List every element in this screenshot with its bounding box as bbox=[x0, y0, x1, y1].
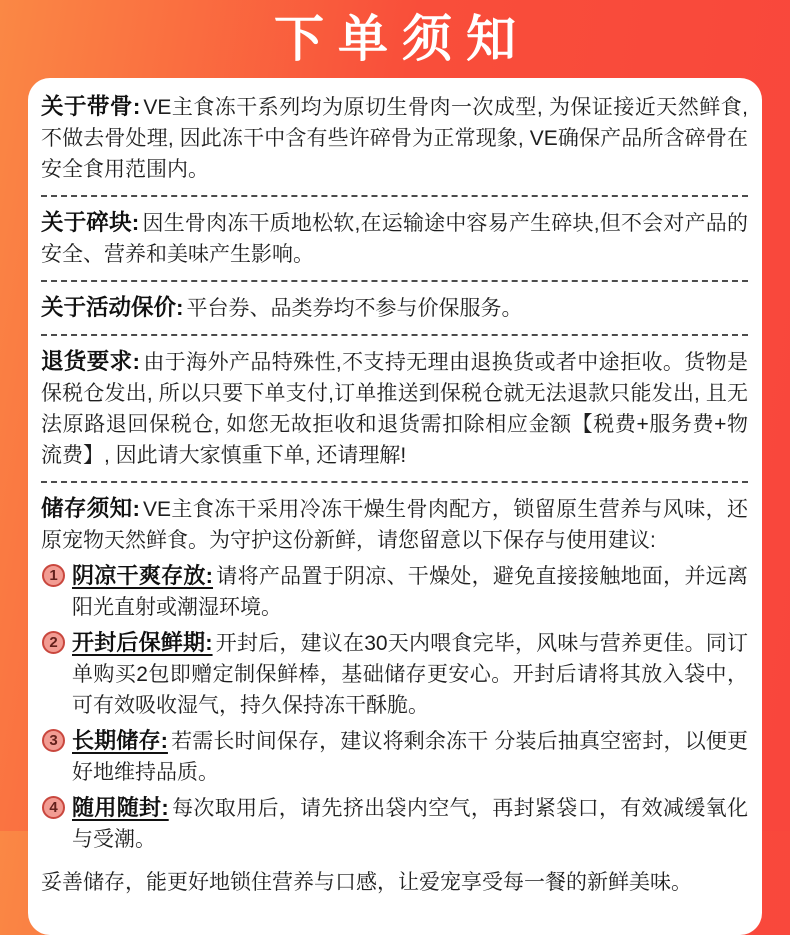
page-title: 下单须知 bbox=[274, 11, 530, 67]
storage-tip-after-opening bbox=[41, 627, 748, 721]
storage-tip-label: 阴凉干爽存放: bbox=[72, 563, 214, 588]
circle-number-1-icon: 1 bbox=[42, 564, 65, 587]
section-bone-notice bbox=[41, 91, 748, 185]
section-text: VE主食冻干系列均为原切生骨肉一次成型, 为保证接近天然鲜食,不做去骨处理, 因此冻干中含有些许碎骨为正常现象, VE确保产品所含碎骨在安全食用范围内。 bbox=[41, 96, 749, 181]
section-label: 关于带骨: bbox=[41, 94, 141, 119]
storage-tip-text: 每次取用后，请先挤出袋内空气，再封紧袋口，有效减缓氧化与受潮。 bbox=[72, 797, 749, 851]
storage-closing-note: 妥善储存，能更好地锁住营养与口感，让爱宠享受每一餐的新鲜美味。 bbox=[41, 871, 692, 894]
section-text: 由于海外产品特殊性,不支持无理由退换货或者中途拒收。货物是保税仓发出, 所以只要下单支付,订单推送到保税仓就无法退款只能发出, 且无法原路退回保税仓, 如您无故拒收和退货需扣除相应金额【税费+服务费+物流费】, 因此请大家慎重下单, 还请理解! bbox=[41, 351, 748, 467]
storage-tip-reseal bbox=[41, 792, 748, 855]
storage-tip-text: 若需长时间保存，建议将剩余冻干 分装后抽真空密封，以便更好地维持品质。 bbox=[72, 730, 748, 784]
dashed-divider bbox=[41, 334, 748, 336]
circle-number-4-icon: 4 bbox=[42, 796, 65, 819]
section-return-policy bbox=[41, 346, 748, 471]
section-crumble-notice bbox=[41, 207, 748, 270]
storage-tip-label: 长期储存: bbox=[72, 728, 168, 753]
dashed-divider bbox=[41, 195, 748, 197]
storage-tip-cool-dry bbox=[41, 560, 748, 623]
storage-tip-label: 随用随封: bbox=[72, 795, 169, 820]
storage-tip-long-term bbox=[41, 725, 748, 788]
circle-number-2-icon: 2 bbox=[42, 631, 65, 654]
storage-tip-text: 开封后，建议在30天内喂食完毕，风味与营养更佳。同订单购买2包即赠定制保鲜棒，基础储存更安心。开封后请将其放入袋中，可有效吸收湿气，持久保持冻干酥脆。 bbox=[72, 632, 749, 717]
section-text: 因生骨肉冻干质地松软,在运输途中容易产生碎块,但不会对产品的安全、营养和美味产生影响。 bbox=[41, 212, 748, 266]
section-label: 关于活动保价: bbox=[41, 295, 184, 320]
section-text: 平台券、品类券均不参与价保服务。 bbox=[186, 297, 523, 320]
section-label: 退货要求: bbox=[41, 349, 141, 374]
section-label: 储存须知: bbox=[41, 496, 140, 521]
order-notice-card bbox=[28, 78, 762, 935]
section-text: VE主食冻干采用冷冻干燥生骨肉配方，锁留原生营养与风味，还原宠物天然鲜食。为守护这份新鲜，请您留意以下保存与使用建议: bbox=[41, 498, 748, 552]
dashed-divider bbox=[41, 481, 748, 483]
circle-number-3-icon: 3 bbox=[42, 729, 65, 752]
dashed-divider bbox=[41, 280, 748, 282]
storage-tip-label: 开封后保鲜期: bbox=[72, 630, 213, 655]
storage-tip-text: 请将产品置于阴凉、干燥处，避免直接接触地面，并远离阳光直射或潮湿环境。 bbox=[72, 565, 749, 619]
section-label: 关于碎块: bbox=[41, 210, 140, 235]
section-storage-notice bbox=[41, 493, 748, 556]
section-price-protection bbox=[41, 292, 748, 324]
